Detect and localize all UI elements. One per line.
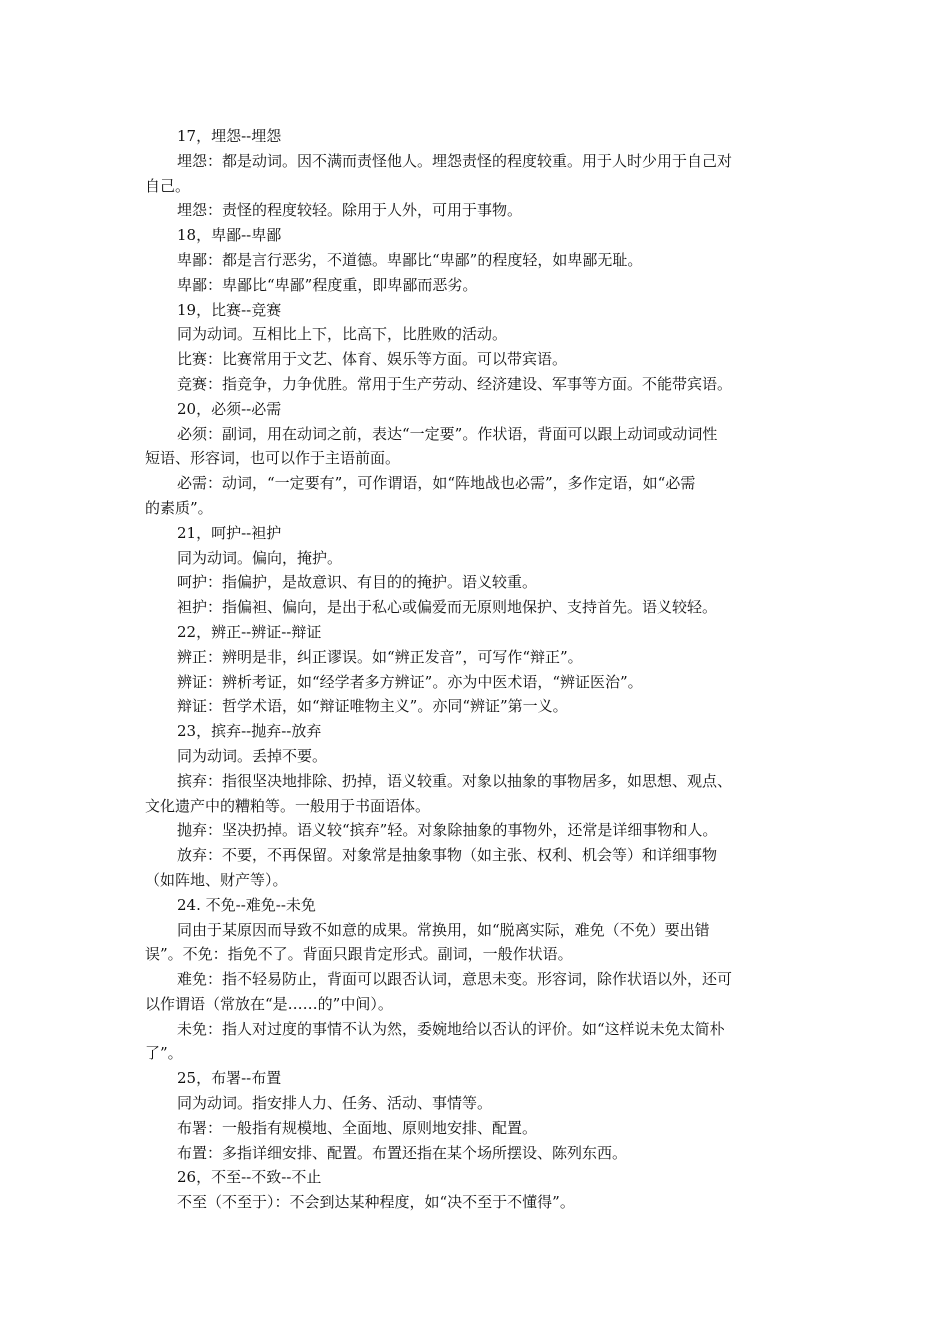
text-line: 21，呵护--袒护	[177, 523, 282, 542]
text-line: 了”。	[145, 1044, 183, 1063]
text-line: 同为动词。丢掉不要。	[177, 746, 328, 765]
text-line: 文化遗产中的糟粕等。一般用于书面语体。	[145, 796, 431, 815]
text-line: 卑鄙：都是言行恶劣，不道德。卑鄙比“卑鄙”的程度轻，如卑鄙无耻。	[177, 250, 643, 269]
text-line: 22，辨正--辨证--辩证	[177, 622, 322, 641]
text-line: 卑鄙：卑鄙比“卑鄙”程度重，即卑鄙而恶劣。	[177, 275, 478, 294]
text-line: 同为动词。偏向，掩护。	[177, 548, 343, 567]
text-line: 20，必须--必需	[177, 399, 282, 418]
text-line: （如阵地、财产等）。	[145, 870, 288, 889]
text-line: 同为动词。互相比上下，比高下，比胜败的活动。	[177, 325, 508, 344]
text-line: 埋怨：都是动词。因不满而责怪他人。埋怨责怪的程度较重。用于人时少用于自己对	[177, 151, 733, 170]
text-line: 必需：动词，“一定要有”，可作谓语，如“阵地战也必需”，多作定语，如“必需	[177, 474, 696, 493]
text-line: 竞赛：指竞争，力争优胜。常用于生产劳动、经济建设、军事等方面。不能带宾语。	[177, 374, 733, 393]
text-line: 辨证：辨析考证，如“经学者多方辨证”。亦为中医术语，“辨证医治”。	[177, 672, 643, 691]
text-line: 24. 不免--难免--未免	[177, 895, 316, 914]
text-line: 未免：指人对过度的事情不认为然，委婉地给以否认的评价。如“这样说未免太简朴	[177, 1019, 725, 1038]
text-line: 同为动词。指安排人力、任务、活动、事情等。	[177, 1094, 493, 1113]
text-line: 17，埋怨--埋怨	[177, 127, 282, 145]
text-line: 误”。不免：指免不了。背面只跟肯定形式。副词，一般作状语。	[145, 945, 573, 964]
text-line: 的素质”。	[145, 498, 213, 517]
text-line: 18，卑鄙--卑鄙	[177, 226, 282, 245]
text-line: 辩证：哲学术语，如“辩证唯物主义”。亦同“辨证”第一义。	[177, 697, 568, 716]
text-line: 必须：副词，用在动词之前，表达“一定要”。作状语，背面可以跟上动词或动词性	[177, 424, 718, 443]
text-line: 袒护：指偏袒、偏向，是出于私心或偏爱而无原则地保护、支持首先。语义较轻。	[177, 598, 718, 617]
text-line: 难免：指不轻易防止，背面可以跟否认词，意思未变。形容词，除作状语以外，还可	[177, 970, 733, 989]
text-line: 同由于某原因而导致不如意的成果。常换用，如“脱离实际，难免（不免）要出错	[177, 920, 710, 939]
text-line: 19，比赛--竞赛	[177, 300, 282, 319]
text-line: 抛弃：坚决扔掉。语义较“摈弃”轻。对象除抽象的事物外，还常是详细事物和人。	[177, 821, 718, 840]
text-line: 23，摈弃--抛弃--放弃	[177, 722, 322, 741]
text-line: 比赛：比赛常用于文艺、体育、娱乐等方面。可以带宾语。	[177, 350, 568, 369]
document-page	[145, 124, 807, 1215]
text-line: 摈弃：指很坚决地排除、扔掉，语义较重。对象以抽象的事物居多，如思想、观点、	[177, 771, 733, 790]
text-line: 辨正：辨明是非，纠正谬误。如“辨正发音”，可写作“辩正”。	[177, 647, 583, 666]
text-line: 放弃：不要，不再保留。对象常是抽象事物（如主张、权利、机会等）和详细事物	[177, 846, 718, 865]
text-line: 26，不至--不致--不止	[177, 1168, 322, 1187]
text-line: 呵护：指偏护，是故意识、有目的的掩护。语义较重。	[177, 573, 538, 592]
text-line: 短语、形容词，也可以作于主语前面。	[145, 449, 401, 468]
text-line: 不至（不至于）：不会到达某种程度，如“决不至于不懂得”。	[177, 1193, 575, 1212]
text-line: 埋怨：责怪的程度较轻。除用于人外，可用于事物。	[177, 201, 523, 220]
text-line: 以作谓语（常放在“是……的”中间）。	[145, 994, 393, 1013]
text-line: 布署：一般指有规模地、全面地、原则地安排、配置。	[177, 1118, 538, 1137]
text-line: 25，布署--布置	[177, 1069, 282, 1088]
text-line: 布置：多指详细安排、配置。布置还指在某个场所摆设、陈列东西。	[177, 1143, 628, 1162]
text-line: 自己。	[145, 176, 191, 195]
